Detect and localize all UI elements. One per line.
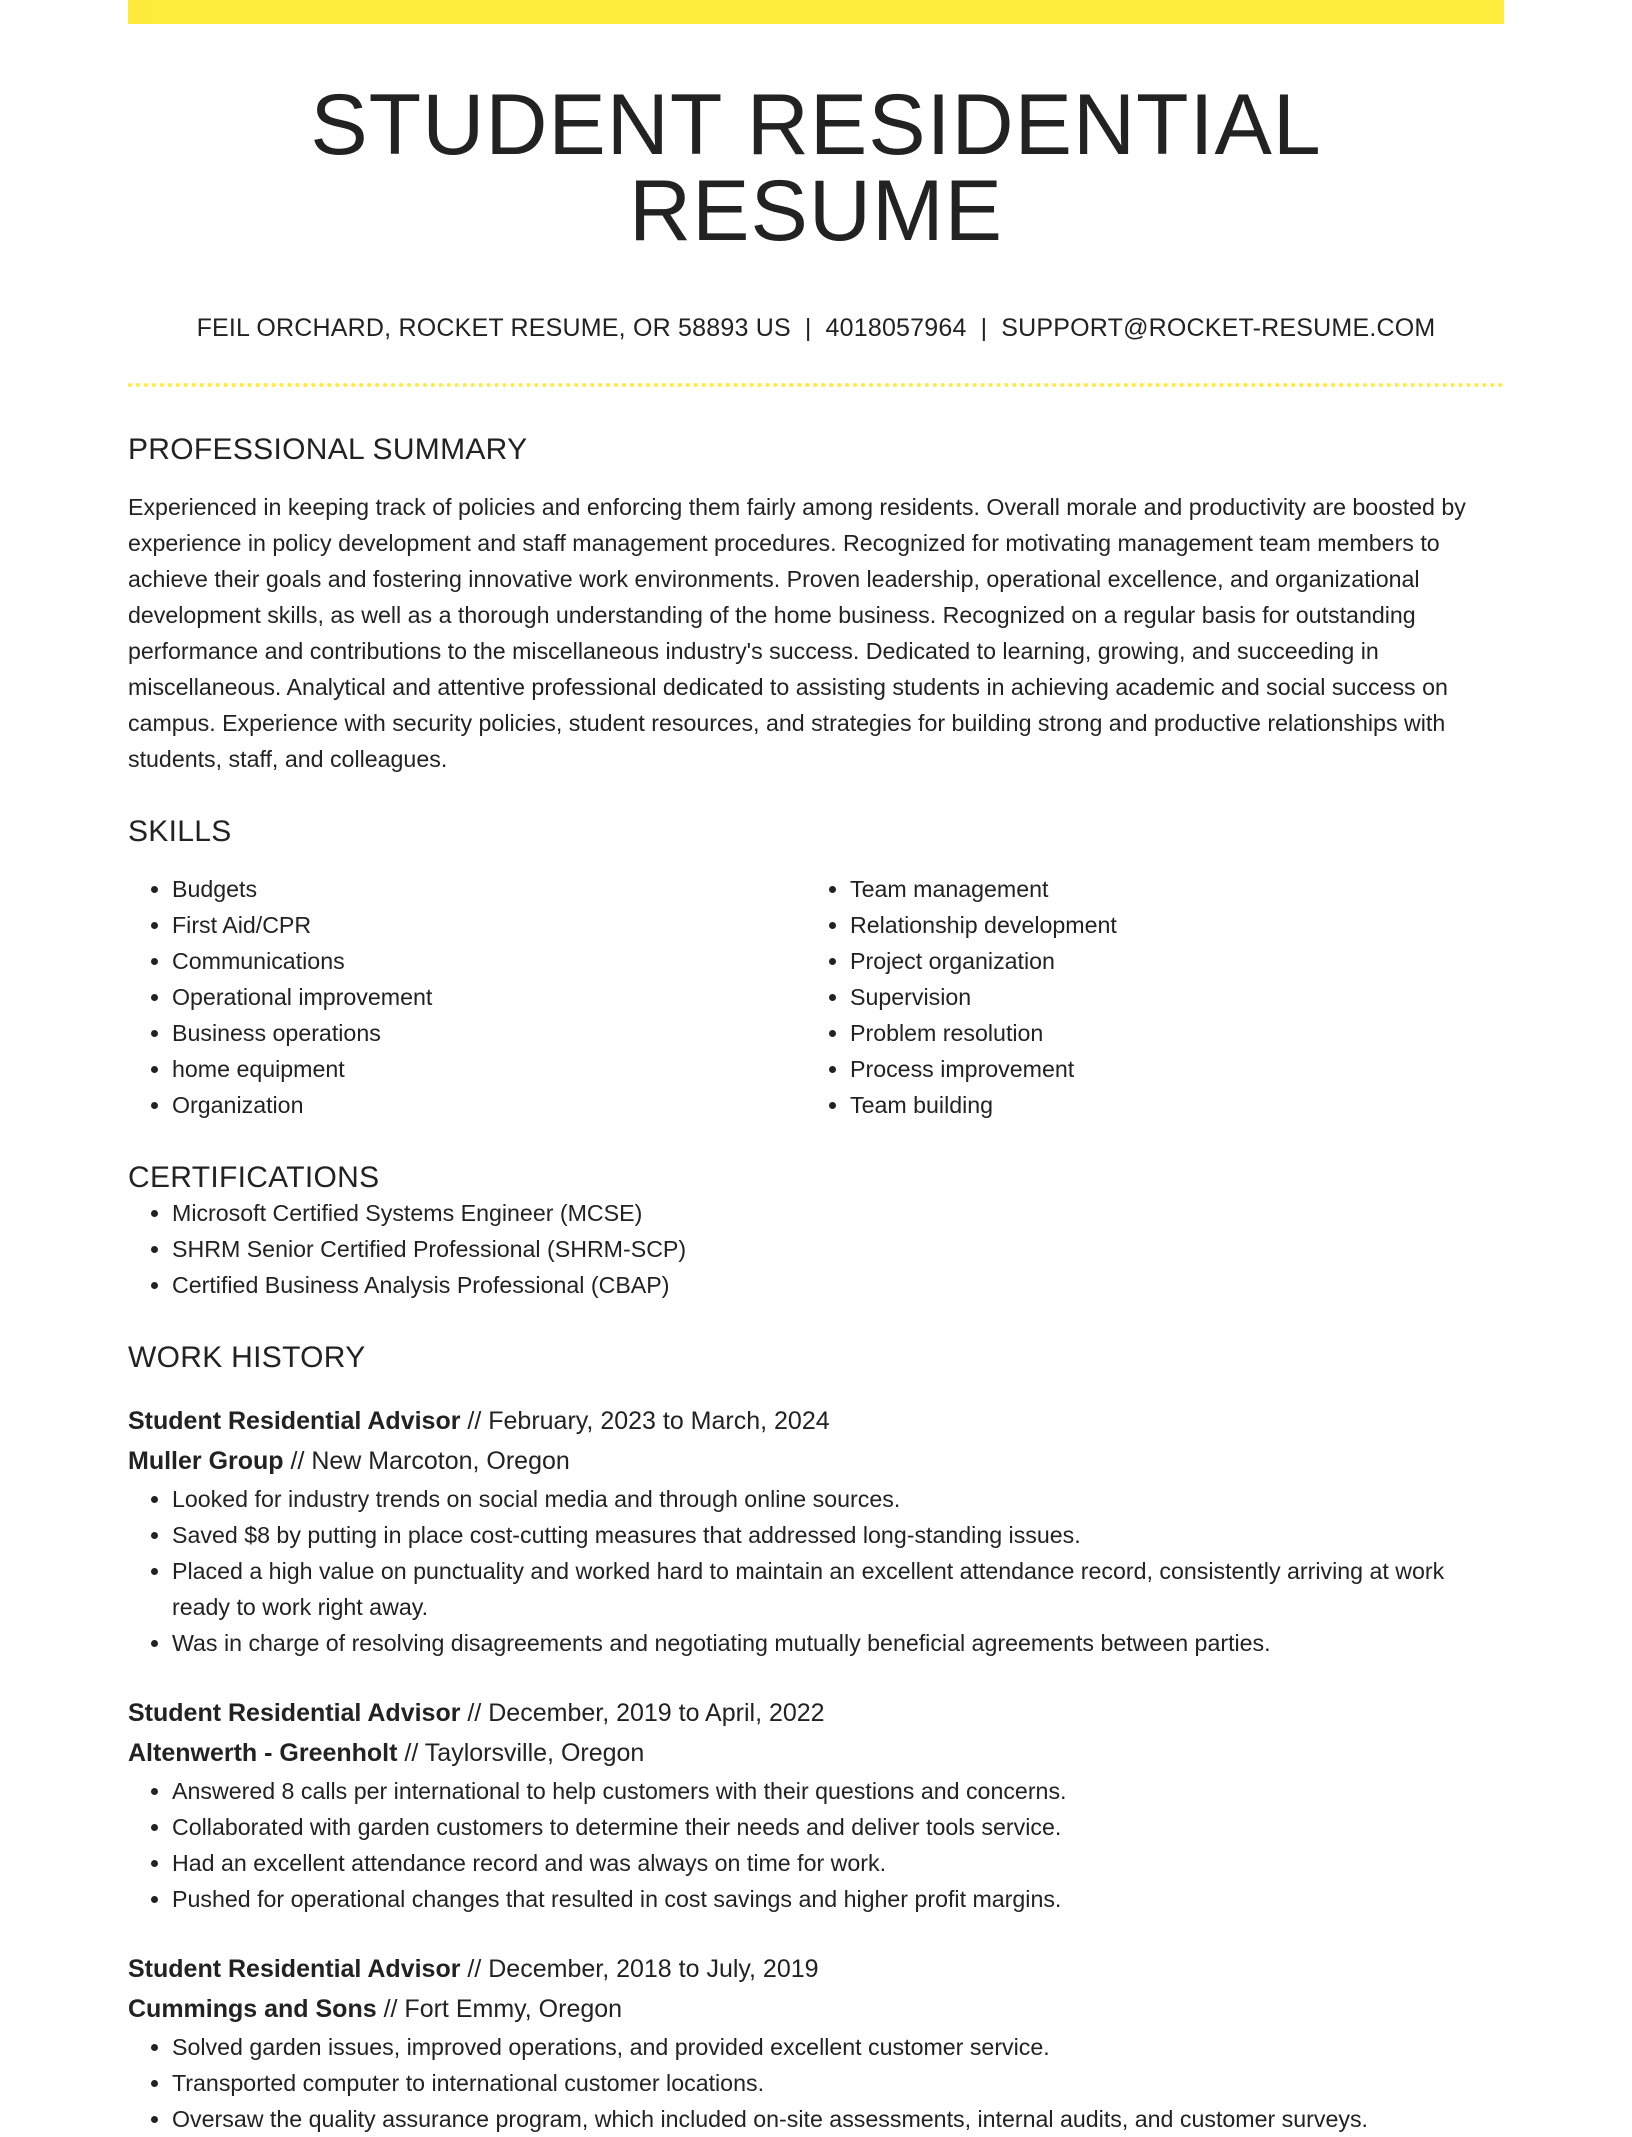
skill-item: • Communications	[172, 943, 806, 979]
job-duties-list	[128, 2029, 1504, 2137]
skill-item: • Operational improvement	[172, 979, 806, 1015]
contact-separator: |	[804, 314, 812, 342]
job-entry	[128, 1401, 1504, 1661]
job-title: Student Residential Advisor	[128, 1407, 461, 1435]
job-entry	[128, 1693, 1504, 1917]
job-company-line	[128, 1441, 1504, 1481]
skill-item: • Budgets	[172, 871, 806, 907]
skills-grid	[128, 871, 1504, 1123]
skill-item: • Team building	[850, 1087, 1484, 1123]
contact-line	[128, 314, 1504, 343]
resume-page	[128, 0, 1504, 2137]
skill-item: • Project organization	[850, 943, 1484, 979]
contact-separator: |	[980, 314, 988, 342]
skills-list-right	[806, 871, 1484, 1123]
skills-column-left	[128, 871, 806, 1123]
job-duty-item: • Saved $8 by putting in place cost-cutting measures that addressed long-standing issues.	[172, 1517, 1504, 1553]
job-duty-item: • Solved garden issues, improved operations, and provided excellent customer service.	[172, 2029, 1504, 2065]
dotted-divider	[128, 383, 1504, 387]
certification-item: • Certified Business Analysis Professional (CBAP)	[172, 1267, 1504, 1303]
contact-email[interactable]: SUPPORT@ROCKET-RESUME.COM	[1001, 314, 1436, 342]
job-company: Muller Group	[128, 1447, 284, 1475]
job-location: // Taylorsville, Oregon	[397, 1739, 645, 1767]
job-duties-list	[128, 1773, 1504, 1917]
skills-heading: SKILLS	[128, 815, 232, 848]
job-duty-item: • Looked for industry trends on social media and through online sources.	[172, 1481, 1504, 1517]
job-title: Student Residential Advisor	[128, 1699, 461, 1727]
skill-item: • Supervision	[850, 979, 1484, 1015]
job-location: // Fort Emmy, Oregon	[376, 1995, 623, 2023]
job-title-line	[128, 1949, 1504, 1989]
certifications-heading: CERTIFICATIONS	[128, 1161, 380, 1194]
job-duties-list	[128, 1481, 1504, 1661]
contact-address: FEIL ORCHARD, ROCKET RESUME, OR 58893 US	[196, 314, 791, 342]
summary-text: Experienced in keeping track of policies and enforcing them fairly among residents. Overall morale and productivity are boosted by experience in policy development and staff management procedures. Recognized for motivating management team members to achieve their goals and fostering innovative work environments. Proven leadership, operational excellence, and organizational development skills, as well as a thorough understanding of the home business. Recognized on a regular basis for outstanding performance and contributions to the miscellaneous industry's success. Dedicated to learning, growing, and succeeding in miscellaneous. Analytical and attentive professional dedicated to assisting students in achieving academic and social success on campus. Experience with security policies, student resources, and strategies for building strong and productive relationships with students, staff, and colleagues.	[128, 494, 1466, 772]
skills-list-left	[128, 871, 806, 1123]
job-title: Student Residential Advisor	[128, 1955, 461, 1983]
job-dates: // December, 2019 to April, 2022	[460, 1699, 825, 1727]
job-duty-item: • Pushed for operational changes that resulted in cost savings and higher profit margins.	[172, 1881, 1504, 1917]
work-history-list	[128, 1401, 1504, 2137]
job-duty-item: • Oversaw the quality assurance program, which included on-site assessments, internal audits, and customer surveys.	[172, 2101, 1504, 2137]
job-duty-item: • Answered 8 calls per international to help customers with their questions and concerns.	[172, 1773, 1504, 1809]
work-history-heading: WORK HISTORY	[128, 1341, 366, 1374]
job-company-line	[128, 1989, 1504, 2029]
job-company-line	[128, 1733, 1504, 1773]
job-company: Altenwerth - Greenholt	[128, 1739, 398, 1767]
job-title-line	[128, 1693, 1504, 1733]
summary-heading: PROFESSIONAL SUMMARY	[128, 433, 528, 466]
job-dates: // February, 2023 to March, 2024	[460, 1407, 830, 1435]
skill-item: • home equipment	[172, 1051, 806, 1087]
skill-item: • Process improvement	[850, 1051, 1484, 1087]
certifications-list	[128, 1195, 1504, 1303]
resume-title: STUDENT RESIDENTIAL RESUME	[310, 77, 1322, 259]
job-location: // New Marcoton, Oregon	[283, 1447, 570, 1475]
certification-item: • SHRM Senior Certified Professional (SHRM-SCP)	[172, 1231, 1504, 1267]
skill-item: • Business operations	[172, 1015, 806, 1051]
contact-phone[interactable]: 4018057964	[825, 314, 967, 342]
job-duty-item: • Collaborated with garden customers to determine their needs and deliver tools service.	[172, 1809, 1504, 1845]
skill-item: • Relationship development	[850, 907, 1484, 943]
job-entry	[128, 1949, 1504, 2137]
accent-top-bar	[128, 0, 1504, 24]
skill-item: • First Aid/CPR	[172, 907, 806, 943]
certification-item: • Microsoft Certified Systems Engineer (MCSE)	[172, 1195, 1504, 1231]
skill-item: • Organization	[172, 1087, 806, 1123]
job-duty-item: • Transported computer to international customer locations.	[172, 2065, 1504, 2101]
job-company: Cummings and Sons	[128, 1995, 377, 2023]
job-dates: // December, 2018 to July, 2019	[460, 1955, 819, 1983]
skill-item: • Team management	[850, 871, 1484, 907]
job-duty-item: • Had an excellent attendance record and was always on time for work.	[172, 1845, 1504, 1881]
job-title-line	[128, 1401, 1504, 1441]
job-duty-item: • Placed a high value on punctuality and worked hard to maintain an excellent attendance record, consistently arriving at work ready to work right away.	[172, 1553, 1504, 1625]
skills-column-right	[806, 871, 1484, 1123]
skill-item: • Problem resolution	[850, 1015, 1484, 1051]
job-duty-item: • Was in charge of resolving disagreements and negotiating mutually beneficial agreements between parties.	[172, 1625, 1504, 1661]
